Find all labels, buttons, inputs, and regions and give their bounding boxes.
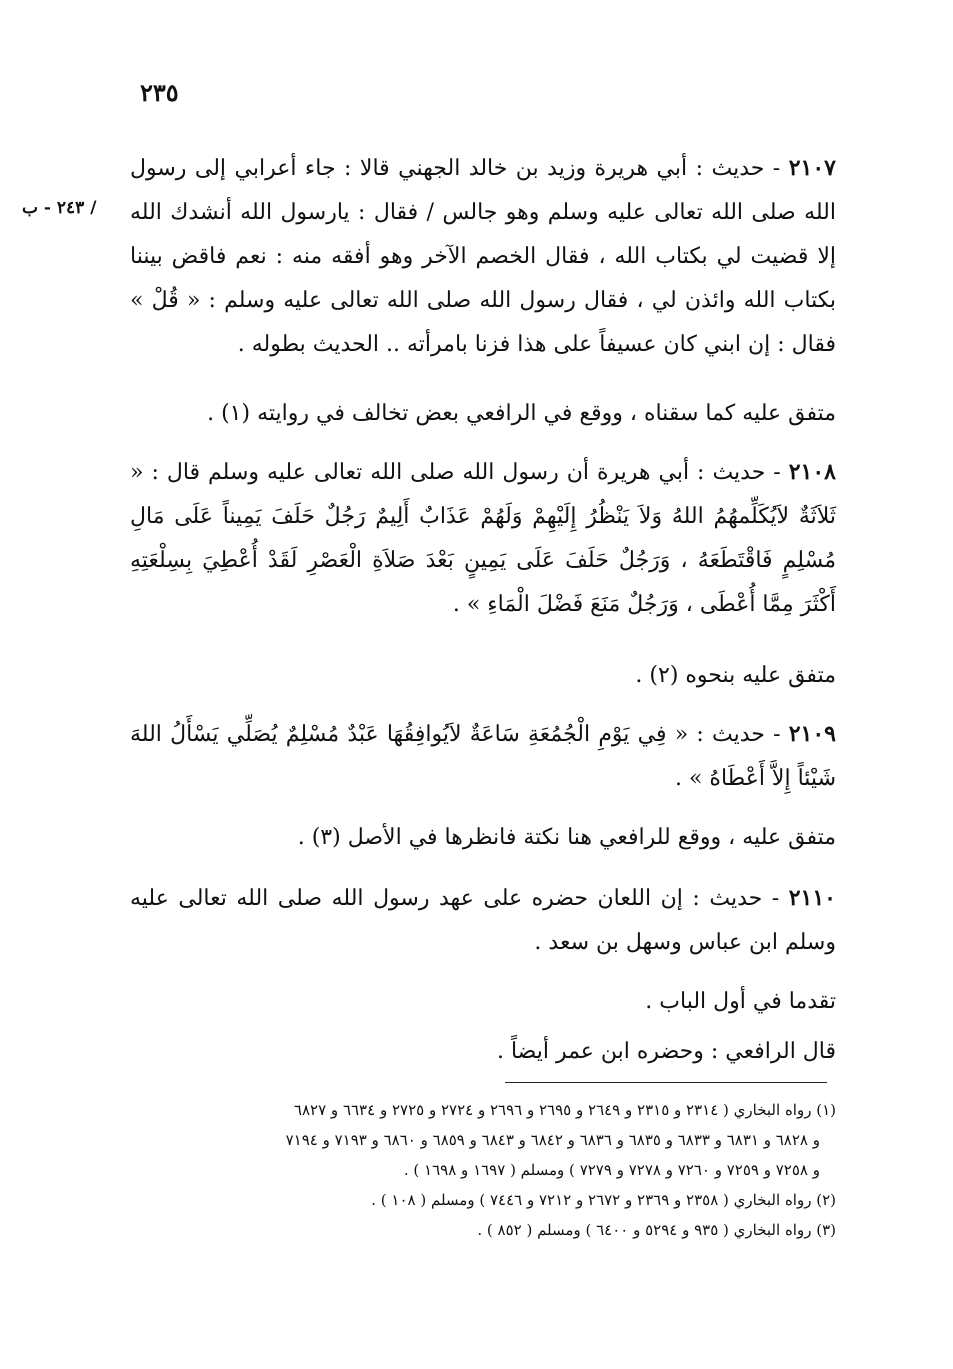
hadith-text: - حديث : إن اللعان حضره على عهد رسول الله صلى الله تعالى عليه وسلم ابن عباس وسهل بن سعد . (130, 886, 836, 955)
hadith-2110-note-1: تقدما في أول الباب . (645, 989, 836, 1014)
hadith-2110-note-2: قال الرافعي : وحضره ابن عمر أيضاً . (496, 1039, 836, 1064)
hadith-2108-takhrij: متفق عليه بنحوه (٢) . (635, 663, 836, 688)
page-number: ٢٣٥ (140, 78, 179, 107)
hadith-2109 (130, 712, 836, 801)
footnote-2: (٢) رواه البخاري ( ٢٣٥٨ و ٢٣٦٩ و ٢٦٧٢ و ٧٢١٢ و ٧٤٤٦ ) ومسلم ( ١٠٨ ) . (371, 1191, 836, 1209)
hadith-number: ٢١٠٧ (788, 155, 836, 181)
footnote-1-line-2: و ٦٨٢٨ و ٦٨٣١ و ٦٨٣٣ و ٦٨٣٥ و ٦٨٣٦ و ٦٨٤٢ و ٦٨٤٣ و ٦٨٥٩ و ٦٨٦٠ و ٧١٩٣ و ٧١٩٤ (285, 1131, 820, 1149)
footnote-1-line-1: (١) رواه البخاري ( ٢٣١٤ و ٢٣١٥ و ٢٦٤٩ و ٢٦٩٥ و ٢٦٩٦ و ٢٧٢٤ و ٢٧٢٥ و ٦٦٣٤ و ٦٨٢٧ (293, 1101, 836, 1119)
hadith-2110 (130, 876, 836, 965)
footnote-separator (505, 1082, 827, 1083)
hadith-2108 (130, 450, 836, 627)
hadith-2109-takhrij: متفق عليه ، ووقع للرافعي هنا نكتة فانظرها في الأصل (٣) . (297, 825, 836, 850)
hadith-text: - حديث : « فِي يَوْمِ الْجُمُعَةِ سَاعَةٌ لاَيُوافِقُهَا عَبْدٌ مُسْلِمٌ يُصَلِّي يَسْأَلُ اللهَ شَيْئاً إِلاَّ أَعْطَاهُ » . (130, 722, 836, 791)
hadith-number: ٢١١٠ (788, 885, 836, 911)
footnotes (130, 1095, 836, 1245)
hadith-2107-takhrij: متفق عليه كما سقناه ، ووقع في الرافعي بعض تخالف في روايته (١) . (207, 401, 836, 426)
hadith-2107 (130, 146, 836, 367)
margin-folio-note: / ٢٤٣ - ب (22, 198, 97, 218)
hadith-text: - حديث : أبي هريرة وزيد بن خالد الجهني قالا : جاء أعرابي إلى رسول الله صلى الله تعالى عليه وسلم وهو جالس / فقال : يارسول الله أنشدك الله إلا قضيت لي بكتاب الله ، فقال الخصم الآخر وهو أفقه منه : نعم فاقض بيننا بكتاب الله وائذن لي ، فقال رسول الله صلى الله تعالى عليه وسلم : « قُلْ » فقال : إن ابني كان عسيفاً على هذا فزنا بامرأته .. الحديث بطوله . (130, 156, 836, 357)
footnote-3: (٣) رواه البخاري ( ٩٣٥ و ٥٢٩٤ و ٦٤٠٠ ) ومسلم ( ٨٥٢ ) . (477, 1221, 836, 1239)
footnote-1-line-3: و ٧٢٥٨ و ٧٢٥٩ و ٧٢٦٠ و ٧٢٧٨ و ٧٢٧٩ ) ومسلم ( ١٦٩٧ و ١٦٩٨ ) . (403, 1161, 820, 1179)
hadith-number: ٢١٠٨ (788, 459, 836, 485)
hadith-text: - حديث : أبي هريرة أن رسول الله صلى الله تعالى عليه وسلم قال : « ثَلاَثَةٌ لاَيُكَلِّمهُمُ اللهُ وَلاَ يَنْظُرُ إِلَيْهِمْ وَلَهُمْ عَذَابٌ أَلِيمٌ رَجُلٌ حَلَفَ يَمِيناً عَلَى مَالِ مُسْلِمٍ فَاقْتَطَعَهُ ، وَرَجُلٌ حَلَفَ عَلَى يَمِينٍ بَعْدَ صَلاَةِ الْعَصْرِ لَقَدْ أُعْطِيَ بِسِلْعَتِهِ أَكْثَرَ مِمَّا أُعْطَى ، وَرَجُلٌ مَنَعَ فَضْلَ الْمَاءِ » . (130, 460, 836, 617)
hadith-number: ٢١٠٩ (788, 721, 836, 747)
